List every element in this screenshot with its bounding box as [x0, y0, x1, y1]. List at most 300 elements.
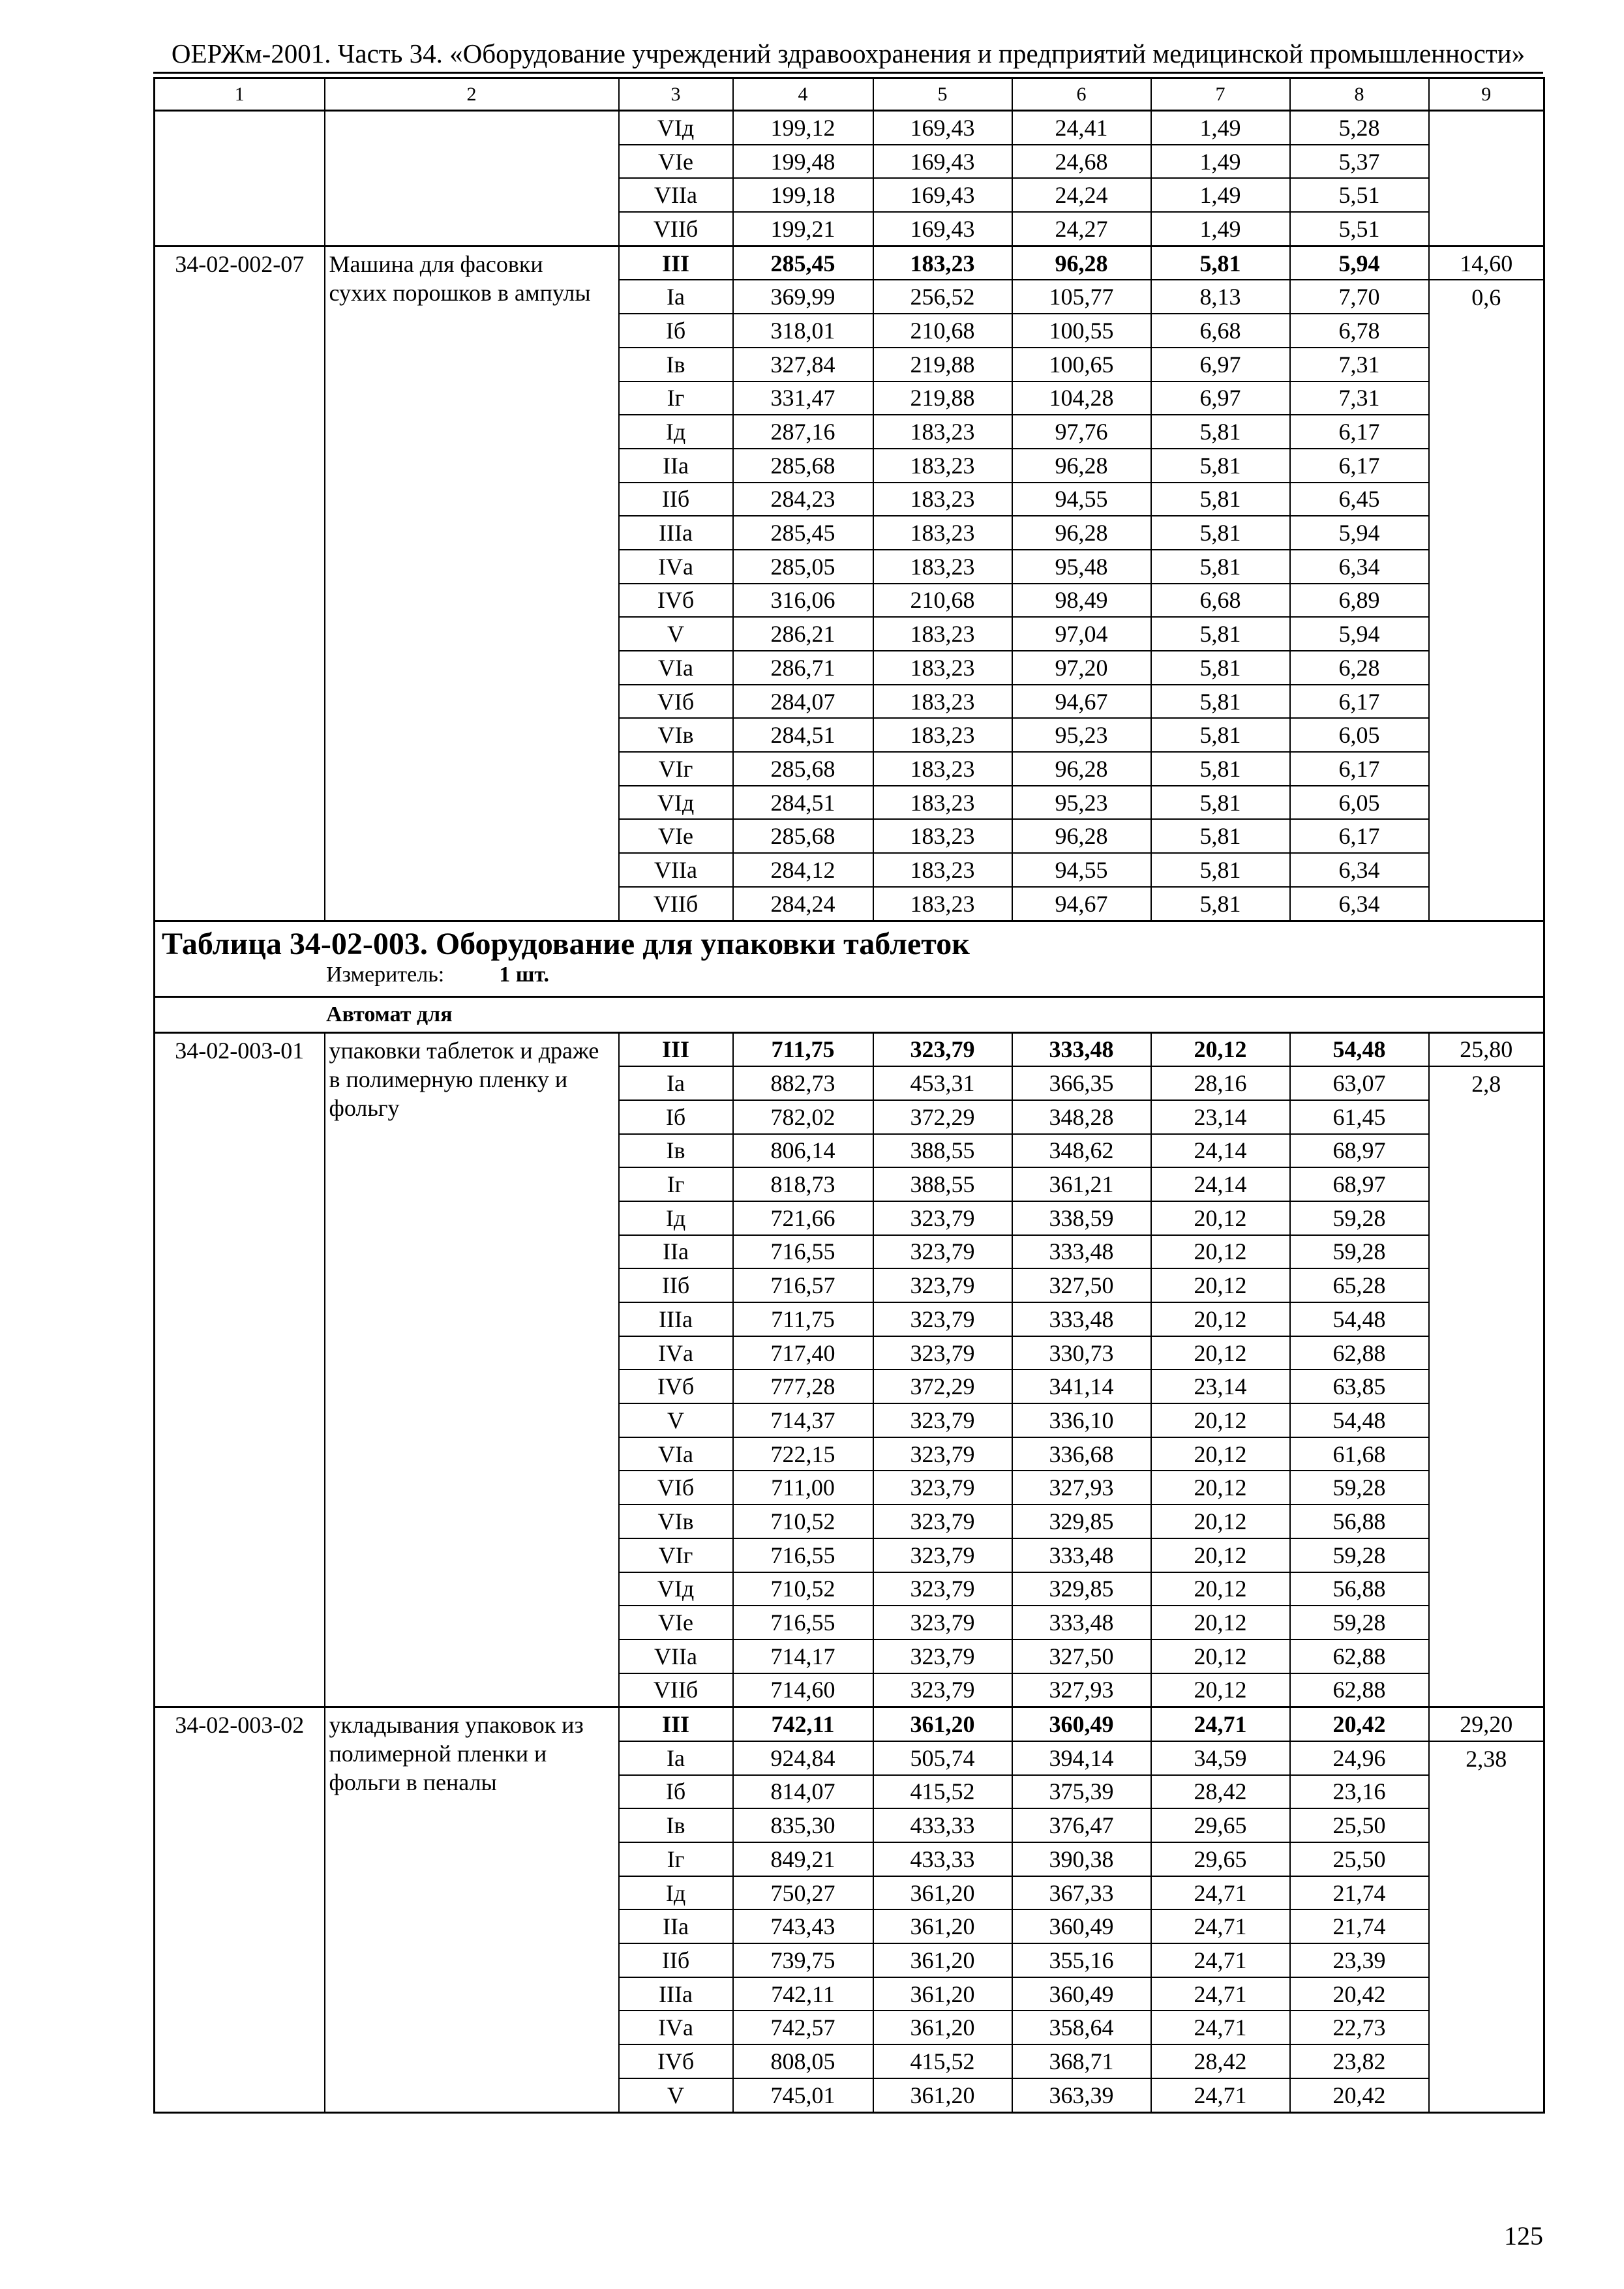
value-cell: 7,70: [1290, 280, 1429, 314]
item-name-line: укладывания упаковок из: [329, 1712, 584, 1739]
value-cell: 327,93: [1012, 1673, 1151, 1707]
value-cell: 363,39: [1012, 2078, 1151, 2112]
item-name-line: в полимерную пленку и: [329, 1066, 568, 1092]
item-name-line: сухих порошков в ампулы: [329, 279, 591, 306]
column-number: 8: [1290, 78, 1429, 111]
table-row: [155, 111, 1544, 145]
value-cell: 21,74: [1290, 1909, 1429, 1943]
value-cell: 361,20: [873, 1977, 1012, 2011]
value-cell: 323,79: [873, 1235, 1012, 1269]
item-name-line: полимерной пленки и: [329, 1741, 547, 1767]
value-cell: 711,75: [733, 1302, 873, 1336]
value-cell: 333,48: [1012, 1538, 1151, 1572]
regional-coefficient-cell: VIб: [619, 685, 733, 719]
value-cell: 23,16: [1290, 1775, 1429, 1809]
value-cell: 285,45: [733, 516, 873, 550]
value-cell: 63,07: [1290, 1066, 1429, 1100]
value-cell: 808,05: [733, 2044, 873, 2078]
value-cell: 20,12: [1151, 1302, 1290, 1336]
value-cell: 338,59: [1012, 1201, 1151, 1235]
col9-value: 14,60: [1429, 246, 1544, 280]
regional-coefficient-cell: V: [619, 1403, 733, 1437]
table-row: [155, 246, 1544, 280]
value-cell: 323,79: [873, 1336, 1012, 1370]
value-cell: 286,71: [733, 651, 873, 685]
value-cell: 711,00: [733, 1471, 873, 1504]
value-cell: 20,12: [1151, 1673, 1290, 1707]
value-cell: 331,47: [733, 382, 873, 415]
value-cell: 323,79: [873, 1302, 1012, 1336]
regional-coefficient-cell: Iв: [619, 348, 733, 382]
value-cell: 20,12: [1151, 1606, 1290, 1639]
value-cell: 327,50: [1012, 1268, 1151, 1302]
value-cell: 330,73: [1012, 1336, 1151, 1370]
regional-coefficient-cell: VIб: [619, 1471, 733, 1504]
value-cell: 34,59: [1151, 1741, 1290, 1775]
table-row: [155, 1707, 1544, 1741]
value-cell: 5,94: [1290, 617, 1429, 651]
value-cell: 25,50: [1290, 1808, 1429, 1842]
value-cell: 6,17: [1290, 685, 1429, 719]
value-cell: 372,29: [873, 1100, 1012, 1134]
regional-coefficient-cell: Iв: [619, 1808, 733, 1842]
value-cell: 360,49: [1012, 1707, 1151, 1741]
col9-value: 29,20: [1429, 1707, 1544, 1741]
regional-coefficient-cell: Iб: [619, 1100, 733, 1134]
column-number: 2: [325, 78, 619, 111]
regional-coefficient-cell: VIе: [619, 819, 733, 853]
value-cell: 849,21: [733, 1842, 873, 1876]
value-cell: 210,68: [873, 314, 1012, 348]
value-cell: 361,20: [873, 1943, 1012, 1977]
value-cell: 7,31: [1290, 382, 1429, 415]
value-cell: 95,23: [1012, 786, 1151, 820]
value-cell: 6,17: [1290, 415, 1429, 449]
value-cell: 329,85: [1012, 1572, 1151, 1606]
value-cell: 23,39: [1290, 1943, 1429, 1977]
value-cell: 323,79: [873, 1032, 1012, 1066]
value-cell: 20,12: [1151, 1471, 1290, 1504]
value-cell: 22,73: [1290, 2011, 1429, 2044]
value-cell: 29,65: [1151, 1808, 1290, 1842]
value-cell: 6,97: [1151, 348, 1290, 382]
regional-coefficient-cell: IIIа: [619, 1977, 733, 2011]
value-cell: 96,28: [1012, 819, 1151, 853]
value-cell: 61,68: [1290, 1437, 1429, 1471]
column-number-row: [155, 78, 1544, 111]
value-cell: 355,16: [1012, 1943, 1151, 1977]
value-cell: 361,20: [873, 2078, 1012, 2112]
value-cell: 750,27: [733, 1876, 873, 1910]
value-cell: 336,10: [1012, 1403, 1151, 1437]
value-cell: 23,82: [1290, 2044, 1429, 2078]
value-cell: 183,23: [873, 516, 1012, 550]
value-cell: 394,14: [1012, 1741, 1151, 1775]
value-cell: 777,28: [733, 1369, 873, 1403]
value-cell: 24,14: [1151, 1134, 1290, 1168]
value-cell: 742,11: [733, 1977, 873, 2011]
value-cell: 54,48: [1290, 1032, 1429, 1066]
value-cell: 94,55: [1012, 483, 1151, 516]
value-cell: 323,79: [873, 1504, 1012, 1538]
value-cell: 20,42: [1290, 1707, 1429, 1741]
value-cell: 183,23: [873, 752, 1012, 786]
value-cell: 199,48: [733, 145, 873, 179]
column-number: 5: [873, 78, 1012, 111]
regional-coefficient-cell: VIд: [619, 111, 733, 145]
value-cell: 20,12: [1151, 1336, 1290, 1370]
value-cell: 717,40: [733, 1336, 873, 1370]
value-cell: 348,62: [1012, 1134, 1151, 1168]
value-cell: 716,57: [733, 1268, 873, 1302]
value-cell: 367,33: [1012, 1876, 1151, 1910]
name-cell: [325, 111, 619, 247]
table-title-cell: [155, 921, 1544, 996]
value-cell: 169,43: [873, 145, 1012, 179]
value-cell: 5,81: [1151, 415, 1290, 449]
value-cell: 96,28: [1012, 246, 1151, 280]
value-cell: 65,28: [1290, 1268, 1429, 1302]
value-cell: 1,49: [1151, 111, 1290, 145]
table-title: Таблица 34-02-003. Оборудование для упаковки таблеток: [162, 926, 970, 961]
value-cell: 56,88: [1290, 1572, 1429, 1606]
regional-coefficient-cell: III: [619, 1707, 733, 1741]
value-cell: 169,43: [873, 178, 1012, 212]
table-row: [155, 1032, 1544, 1066]
value-cell: 183,23: [873, 819, 1012, 853]
regional-coefficient-cell: VIе: [619, 1606, 733, 1639]
value-cell: 7,31: [1290, 348, 1429, 382]
value-cell: 366,35: [1012, 1066, 1151, 1100]
item-name: [325, 246, 619, 921]
value-cell: 415,52: [873, 2044, 1012, 2078]
value-cell: 24,71: [1151, 1707, 1290, 1741]
value-cell: 29,65: [1151, 1842, 1290, 1876]
value-cell: 714,37: [733, 1403, 873, 1437]
value-cell: 199,21: [733, 212, 873, 246]
value-cell: 453,31: [873, 1066, 1012, 1100]
value-cell: 329,85: [1012, 1504, 1151, 1538]
value-cell: 5,81: [1151, 617, 1290, 651]
regional-coefficient-cell: VIIб: [619, 1673, 733, 1707]
value-cell: 323,79: [873, 1471, 1012, 1504]
col9-cell: [1429, 111, 1544, 247]
value-cell: 24,71: [1151, 1909, 1290, 1943]
value-cell: 24,68: [1012, 145, 1151, 179]
regional-coefficient-cell: III: [619, 246, 733, 280]
regional-coefficient-cell: VIе: [619, 145, 733, 179]
measure-value: 1 шт.: [499, 962, 550, 987]
value-cell: 28,42: [1151, 2044, 1290, 2078]
regional-coefficient-cell: IIб: [619, 483, 733, 516]
value-cell: 94,55: [1012, 853, 1151, 887]
value-cell: 6,78: [1290, 314, 1429, 348]
measure-line: [155, 960, 1543, 986]
value-cell: 6,17: [1290, 449, 1429, 483]
value-cell: 336,68: [1012, 1437, 1151, 1471]
value-cell: 505,74: [873, 1741, 1012, 1775]
item-name: [325, 1032, 619, 1707]
value-cell: 183,23: [873, 550, 1012, 584]
value-cell: 5,28: [1290, 111, 1429, 145]
regional-coefficient-cell: VIIа: [619, 853, 733, 887]
column-number: 7: [1151, 78, 1290, 111]
value-cell: 323,79: [873, 1538, 1012, 1572]
regional-coefficient-cell: IVб: [619, 1369, 733, 1403]
value-cell: 361,20: [873, 1876, 1012, 1910]
value-cell: 20,12: [1151, 1639, 1290, 1673]
value-cell: 1,49: [1151, 212, 1290, 246]
value-cell: 5,81: [1151, 752, 1290, 786]
regional-coefficient-cell: IIб: [619, 1943, 733, 1977]
value-cell: 710,52: [733, 1504, 873, 1538]
value-cell: 104,28: [1012, 382, 1151, 415]
value-cell: 6,45: [1290, 483, 1429, 516]
value-cell: 323,79: [873, 1639, 1012, 1673]
value-cell: 20,12: [1151, 1235, 1290, 1269]
value-cell: 716,55: [733, 1538, 873, 1572]
regional-coefficient-cell: VIв: [619, 1504, 733, 1538]
item-name-line: фольги в пеналы: [329, 1769, 497, 1796]
column-number: 6: [1012, 78, 1151, 111]
table-body: [155, 78, 1544, 2113]
value-cell: 745,01: [733, 2078, 873, 2112]
value-cell: 323,79: [873, 1606, 1012, 1639]
regional-coefficient-cell: IVа: [619, 550, 733, 584]
value-cell: 183,23: [873, 853, 1012, 887]
value-cell: 24,71: [1151, 2011, 1290, 2044]
regional-coefficient-cell: Iб: [619, 314, 733, 348]
value-cell: 5,81: [1151, 887, 1290, 921]
regional-coefficient-cell: VIIб: [619, 887, 733, 921]
regional-coefficient-cell: IIа: [619, 1909, 733, 1943]
regional-coefficient-cell: VIIа: [619, 1639, 733, 1673]
regional-coefficient-cell: VIIб: [619, 212, 733, 246]
value-cell: 333,48: [1012, 1302, 1151, 1336]
value-cell: 199,18: [733, 178, 873, 212]
group-heading: Автомат для: [155, 996, 1544, 1032]
item-code: 34-02-002-07: [155, 246, 325, 921]
value-cell: 24,24: [1012, 178, 1151, 212]
value-cell: 714,60: [733, 1673, 873, 1707]
value-cell: 59,28: [1290, 1471, 1429, 1504]
value-cell: 24,71: [1151, 1943, 1290, 1977]
value-cell: 882,73: [733, 1066, 873, 1100]
regional-coefficient-cell: Iг: [619, 1842, 733, 1876]
value-cell: 1,49: [1151, 145, 1290, 179]
rates-table: [153, 77, 1545, 2114]
column-number: 1: [155, 78, 325, 111]
value-cell: 316,06: [733, 584, 873, 618]
value-cell: 284,24: [733, 887, 873, 921]
value-cell: 5,81: [1151, 786, 1290, 820]
value-cell: 94,67: [1012, 685, 1151, 719]
value-cell: 323,79: [873, 1437, 1012, 1471]
value-cell: 25,50: [1290, 1842, 1429, 1876]
value-cell: 333,48: [1012, 1235, 1151, 1269]
regional-coefficient-cell: VIIа: [619, 178, 733, 212]
value-cell: 348,28: [1012, 1100, 1151, 1134]
value-cell: 368,71: [1012, 2044, 1151, 2078]
value-cell: 54,48: [1290, 1403, 1429, 1437]
regional-coefficient-cell: Iд: [619, 1876, 733, 1910]
value-cell: 5,81: [1151, 550, 1290, 584]
value-cell: 369,99: [733, 280, 873, 314]
value-cell: 5,81: [1151, 516, 1290, 550]
value-cell: 714,17: [733, 1639, 873, 1673]
value-cell: 24,71: [1151, 2078, 1290, 2112]
value-cell: 5,81: [1151, 718, 1290, 752]
value-cell: 358,64: [1012, 2011, 1151, 2044]
value-cell: 97,04: [1012, 617, 1151, 651]
regional-coefficient-cell: Iг: [619, 382, 733, 415]
value-cell: 285,05: [733, 550, 873, 584]
value-cell: 6,97: [1151, 382, 1290, 415]
value-cell: 286,21: [733, 617, 873, 651]
value-cell: 360,49: [1012, 1977, 1151, 2011]
value-cell: 199,12: [733, 111, 873, 145]
value-cell: 24,27: [1012, 212, 1151, 246]
value-cell: 20,12: [1151, 1572, 1290, 1606]
value-cell: 20,12: [1151, 1201, 1290, 1235]
table-title-row: [155, 921, 1544, 996]
value-cell: 96,28: [1012, 752, 1151, 786]
value-cell: 62,88: [1290, 1673, 1429, 1707]
value-cell: 183,23: [873, 887, 1012, 921]
value-cell: 376,47: [1012, 1808, 1151, 1842]
value-cell: 285,68: [733, 819, 873, 853]
value-cell: 21,74: [1290, 1876, 1429, 1910]
value-cell: 318,01: [733, 314, 873, 348]
value-cell: 327,50: [1012, 1639, 1151, 1673]
value-cell: 711,75: [733, 1032, 873, 1066]
value-cell: 360,49: [1012, 1909, 1151, 1943]
item-code: 34-02-003-01: [155, 1032, 325, 1707]
value-cell: 361,20: [873, 1909, 1012, 1943]
value-cell: 63,85: [1290, 1369, 1429, 1403]
value-cell: 716,55: [733, 1235, 873, 1269]
regional-coefficient-cell: V: [619, 2078, 733, 2112]
value-cell: 5,94: [1290, 516, 1429, 550]
value-cell: 183,23: [873, 415, 1012, 449]
value-cell: 710,52: [733, 1572, 873, 1606]
value-cell: 59,28: [1290, 1538, 1429, 1572]
value-cell: 59,28: [1290, 1201, 1429, 1235]
value-cell: 24,71: [1151, 1876, 1290, 1910]
value-cell: 23,14: [1151, 1100, 1290, 1134]
value-cell: 23,14: [1151, 1369, 1290, 1403]
value-cell: 6,17: [1290, 819, 1429, 853]
value-cell: 6,68: [1151, 314, 1290, 348]
value-cell: 20,42: [1290, 1977, 1429, 2011]
value-cell: 219,88: [873, 348, 1012, 382]
value-cell: 210,68: [873, 584, 1012, 618]
header-rule: [153, 72, 1543, 74]
value-cell: 433,33: [873, 1808, 1012, 1842]
value-cell: 375,39: [1012, 1775, 1151, 1809]
regional-coefficient-cell: IIа: [619, 1235, 733, 1269]
value-cell: 6,34: [1290, 853, 1429, 887]
code-cell: [155, 111, 325, 247]
value-cell: 256,52: [873, 280, 1012, 314]
value-cell: 24,71: [1151, 1977, 1290, 2011]
regional-coefficient-cell: VIг: [619, 1538, 733, 1572]
regional-coefficient-cell: Iа: [619, 1741, 733, 1775]
regional-coefficient-cell: III: [619, 1032, 733, 1066]
regional-coefficient-cell: Iд: [619, 415, 733, 449]
value-cell: 5,81: [1151, 449, 1290, 483]
value-cell: 361,20: [873, 1707, 1012, 1741]
value-cell: 5,81: [1151, 853, 1290, 887]
regional-coefficient-cell: IIIа: [619, 1302, 733, 1336]
value-cell: 97,76: [1012, 415, 1151, 449]
value-cell: 742,57: [733, 2011, 873, 2044]
regional-coefficient-cell: IIб: [619, 1268, 733, 1302]
value-cell: 433,33: [873, 1842, 1012, 1876]
item-name: [325, 1707, 619, 2112]
value-cell: 341,14: [1012, 1369, 1151, 1403]
value-cell: 183,23: [873, 786, 1012, 820]
regional-coefficient-cell: VIа: [619, 1437, 733, 1471]
value-cell: 361,20: [873, 2011, 1012, 2044]
value-cell: 333,48: [1012, 1032, 1151, 1066]
value-cell: 6,28: [1290, 651, 1429, 685]
value-cell: 6,34: [1290, 887, 1429, 921]
col9-value: 25,80: [1429, 1032, 1544, 1066]
value-cell: 6,34: [1290, 550, 1429, 584]
regional-coefficient-cell: IVа: [619, 2011, 733, 2044]
value-cell: 61,45: [1290, 1100, 1429, 1134]
value-cell: 20,42: [1290, 2078, 1429, 2112]
value-cell: 323,79: [873, 1572, 1012, 1606]
value-cell: 8,13: [1151, 280, 1290, 314]
value-cell: 95,48: [1012, 550, 1151, 584]
regional-coefficient-cell: VIв: [619, 718, 733, 752]
value-cell: 183,23: [873, 246, 1012, 280]
value-cell: 68,97: [1290, 1134, 1429, 1168]
value-cell: 54,48: [1290, 1302, 1429, 1336]
value-cell: 24,14: [1151, 1167, 1290, 1201]
value-cell: 415,52: [873, 1775, 1012, 1809]
column-number: 4: [733, 78, 873, 111]
value-cell: 20,12: [1151, 1437, 1290, 1471]
value-cell: 818,73: [733, 1167, 873, 1201]
value-cell: 183,23: [873, 617, 1012, 651]
value-cell: 56,88: [1290, 1504, 1429, 1538]
value-cell: 24,41: [1012, 111, 1151, 145]
value-cell: 323,79: [873, 1268, 1012, 1302]
value-cell: 59,28: [1290, 1606, 1429, 1639]
value-cell: 742,11: [733, 1707, 873, 1741]
value-cell: 361,21: [1012, 1167, 1151, 1201]
column-number: 3: [619, 78, 733, 111]
value-cell: 390,38: [1012, 1842, 1151, 1876]
regional-coefficient-cell: VIд: [619, 786, 733, 820]
value-cell: 24,96: [1290, 1741, 1429, 1775]
value-cell: 285,45: [733, 246, 873, 280]
value-cell: 98,49: [1012, 584, 1151, 618]
value-cell: 287,16: [733, 415, 873, 449]
value-cell: 183,23: [873, 483, 1012, 516]
value-cell: 924,84: [733, 1741, 873, 1775]
regional-coefficient-cell: Iб: [619, 1775, 733, 1809]
page-number: 125: [1504, 2221, 1543, 2251]
value-cell: 20,12: [1151, 1032, 1290, 1066]
value-cell: 284,51: [733, 786, 873, 820]
regional-coefficient-cell: IVб: [619, 584, 733, 618]
value-cell: 814,07: [733, 1775, 873, 1809]
value-cell: 323,79: [873, 1201, 1012, 1235]
